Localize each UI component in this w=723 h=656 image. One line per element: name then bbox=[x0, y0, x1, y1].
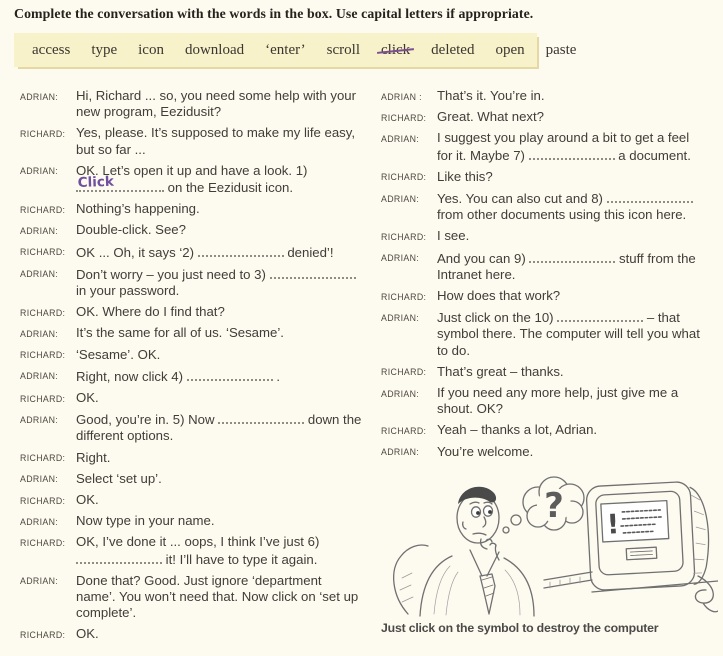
dialogue-turn bbox=[381, 422, 708, 438]
dialogue-text: Hi, Richard ... so, you need some help with your new program, Eezidusit? bbox=[76, 88, 357, 120]
dialogue-turn bbox=[20, 266, 362, 299]
dialogue-text: OK. Where do I find that? bbox=[76, 304, 225, 320]
dialogue-column-right bbox=[381, 88, 708, 465]
dialogue-text: Nothing’s happening. bbox=[76, 201, 200, 217]
speaker-label: ADRIAN: bbox=[20, 166, 59, 177]
computer-monitor bbox=[586, 481, 711, 591]
exercise-instruction: Complete the conversation with the words in the box. Use capital letters if appropriate. bbox=[14, 6, 534, 21]
dialogue-turn bbox=[381, 88, 708, 104]
word-box-word: scroll bbox=[326, 41, 360, 58]
dialogue-turn bbox=[20, 201, 362, 217]
word-box-word-struck: click bbox=[381, 41, 411, 58]
handwritten-answer: Click bbox=[77, 173, 115, 191]
speaker-label: RICHARD: bbox=[381, 231, 427, 242]
dialogue-text: It’s the same for all of us. ‘Sesame’. bbox=[76, 325, 284, 341]
speaker-label: ADRIAN: bbox=[20, 91, 59, 102]
speaker-label: RICHARD: bbox=[20, 128, 66, 139]
dialogue-text: OK. bbox=[76, 492, 99, 508]
chair-back bbox=[394, 545, 428, 614]
dialogue-text: Double-click. See? bbox=[76, 222, 186, 238]
man-hair bbox=[458, 487, 496, 504]
speaker-label: RICHARD: bbox=[20, 247, 66, 258]
speaker-label: RICHARD: bbox=[20, 629, 66, 640]
dialogue-turn bbox=[381, 288, 708, 304]
dialogue-text: OK. bbox=[76, 390, 99, 406]
speaker-label: RICHARD: bbox=[20, 307, 66, 318]
speaker-label: ADRIAN: bbox=[381, 447, 420, 458]
dialogue-text: ‘Sesame’. OK. bbox=[76, 346, 161, 362]
speaker-label: RICHARD: bbox=[381, 425, 427, 436]
thought-dot-large bbox=[511, 515, 521, 525]
word-box-word: ‘enter’ bbox=[265, 41, 306, 58]
dialogue-turn bbox=[20, 450, 362, 466]
dialogue-turn bbox=[20, 88, 362, 120]
dialogue-turn bbox=[20, 222, 362, 238]
dialogue-text: Yeah – thanks a lot, Adrian. bbox=[437, 422, 598, 438]
dialogue-turn bbox=[381, 169, 708, 185]
answer-blank bbox=[529, 250, 615, 263]
dialogue-text: And you can 9) stuff from the Intranet here. bbox=[437, 250, 696, 282]
word-box-word: type bbox=[91, 41, 118, 58]
answer-blank bbox=[218, 411, 304, 424]
dialogue-text: Don’t worry – you just need to 3) in your password. bbox=[76, 266, 362, 299]
speaker-label: ADRIAN: bbox=[20, 371, 59, 382]
speaker-label: RICHARD: bbox=[20, 537, 66, 548]
dialogue-turn bbox=[381, 190, 708, 223]
speaker-label: RICHARD: bbox=[20, 350, 66, 361]
dialogue-turn bbox=[20, 626, 362, 642]
word-box-word: deleted bbox=[431, 41, 475, 58]
dialogue-text: Great. What next? bbox=[437, 109, 545, 125]
speaker-label: ADRIAN: bbox=[20, 225, 59, 236]
answer-blank bbox=[76, 173, 164, 192]
dialogue-turn bbox=[381, 250, 708, 283]
speaker-label: ADRIAN: bbox=[381, 253, 420, 264]
speaker-label: ADRIAN: bbox=[20, 328, 59, 339]
thought-dot-small bbox=[503, 527, 509, 533]
dialogue-turn bbox=[381, 130, 708, 163]
warning-exclamation-mark: ! bbox=[606, 509, 621, 541]
dialogue-turn bbox=[20, 304, 362, 320]
dialogue-text: I suggest you play around a bit to get a feel for it. Maybe 7) a document. bbox=[437, 130, 691, 163]
dialogue-text: Yes. You can also cut and 8) from other documents using this icon here. bbox=[437, 190, 708, 223]
dialogue-turn bbox=[20, 411, 362, 444]
speaker-label: ADRIAN: bbox=[381, 193, 420, 204]
word-box-word: open bbox=[495, 41, 525, 58]
answer-blank bbox=[557, 309, 643, 322]
answer-blank bbox=[270, 266, 356, 279]
word-box-word: paste bbox=[545, 41, 577, 58]
dialogue-text: Done that? Good. Just ignore ‘department name’. You won’t need that. Now click on ‘set up complete’. bbox=[76, 572, 359, 621]
dialogue-text: Select ‘set up’. bbox=[76, 470, 162, 486]
dialogue-turn bbox=[20, 534, 362, 567]
speaker-label: RICHARD: bbox=[20, 453, 66, 464]
speaker-label: ADRIAN: bbox=[20, 474, 59, 485]
answer-blank bbox=[529, 147, 615, 160]
dialogue-text: Now type in your name. bbox=[76, 513, 215, 529]
dialogue-text: Good, you’re in. 5) Now down the different options. bbox=[76, 412, 362, 444]
speaker-label: ADRIAN: bbox=[381, 133, 420, 144]
speaker-label: RICHARD: bbox=[381, 112, 427, 123]
dialogue-text: Yes, please. It’s supposed to make my life easy, but so far ... bbox=[76, 125, 356, 157]
speaker-label: ADRIAN: bbox=[381, 312, 420, 323]
dialogue-turn bbox=[20, 471, 362, 487]
speaker-label: RICHARD: bbox=[20, 393, 66, 404]
speaker-label: RICHARD: bbox=[20, 495, 66, 506]
dialogue-turn bbox=[381, 228, 708, 244]
dialogue-turn bbox=[20, 368, 362, 385]
speaker-label: RICHARD: bbox=[381, 291, 427, 302]
man-mouth bbox=[473, 533, 486, 535]
dialogue-turn bbox=[20, 573, 362, 622]
dialogue-turn bbox=[20, 492, 362, 508]
speaker-label: RICHARD: bbox=[381, 172, 427, 183]
dialogue-text: OK ... Oh, it says ‘2) denied’! bbox=[76, 244, 334, 260]
dialogue-text: You’re welcome. bbox=[437, 443, 534, 459]
speaker-label: ADRIAN: bbox=[20, 269, 59, 280]
dialogue-text: Just click on the 10) – that symbol there. The computer will tell you what to do. bbox=[437, 310, 700, 358]
dialogue-turn bbox=[20, 325, 362, 341]
dialogue-turn bbox=[20, 244, 362, 261]
dialogue-turn bbox=[381, 109, 708, 125]
dialogue-turn bbox=[20, 390, 362, 406]
dialogue-text: I see. bbox=[437, 228, 470, 244]
word-box bbox=[14, 33, 577, 67]
dialogue-turn bbox=[381, 385, 708, 417]
speaker-label: ADRIAN: bbox=[20, 414, 59, 425]
cartoon-illustration bbox=[386, 474, 718, 618]
dialogue-turn bbox=[20, 347, 362, 363]
dialogue-text: OK. bbox=[76, 626, 99, 642]
speaker-label: ADRIAN: bbox=[20, 516, 59, 527]
speaker-label: ADRIAN: bbox=[20, 576, 59, 587]
dialogue-turn bbox=[381, 444, 708, 460]
dialogue-turn bbox=[381, 364, 708, 380]
dialogue-text: OK, I’ve done it ... oops, I think I’ve just 6) it! I’ll have to type it again. bbox=[76, 534, 320, 567]
dialogue-text: How does that work? bbox=[437, 288, 561, 304]
speaker-label: ADRIAN: bbox=[381, 388, 420, 399]
speaker-label: RICHARD: bbox=[381, 367, 427, 378]
dialog-button bbox=[626, 547, 657, 560]
answer-blank bbox=[187, 368, 273, 381]
dialogue-text: Right. bbox=[76, 449, 111, 465]
speaker-label: ADRIAN : bbox=[381, 91, 422, 102]
answer-blank bbox=[607, 190, 693, 203]
dialogue-turn bbox=[20, 163, 362, 196]
dialogue-text: Like this? bbox=[437, 168, 493, 184]
word-box-word: download bbox=[184, 41, 245, 58]
answer-blank bbox=[198, 244, 284, 257]
word-box-word: icon bbox=[138, 41, 164, 58]
speaker-label: RICHARD: bbox=[20, 204, 66, 215]
dialogue-text: That’s it. You’re in. bbox=[437, 88, 545, 103]
cartoon-caption: Just click on the symbol to destroy the computer bbox=[381, 621, 659, 635]
dialogue-text: If you need any more help, just give me a shout. OK? bbox=[437, 385, 679, 417]
dialogue-turn bbox=[20, 513, 362, 529]
dialogue-text: OK. Let’s open it up and have a look. 1) Click on the Eezidusit icon. bbox=[76, 162, 308, 196]
dialogue-text: That’s great – thanks. bbox=[437, 363, 564, 379]
thought-question-mark: ? bbox=[544, 486, 564, 526]
dialogue-text: Right, now click 4) . bbox=[76, 368, 280, 384]
dialogue-turn bbox=[381, 309, 708, 359]
dialogue-column-left bbox=[20, 88, 362, 648]
word-box-word: access bbox=[32, 41, 71, 58]
answer-blank bbox=[76, 551, 162, 564]
dialogue-turn bbox=[20, 125, 362, 157]
